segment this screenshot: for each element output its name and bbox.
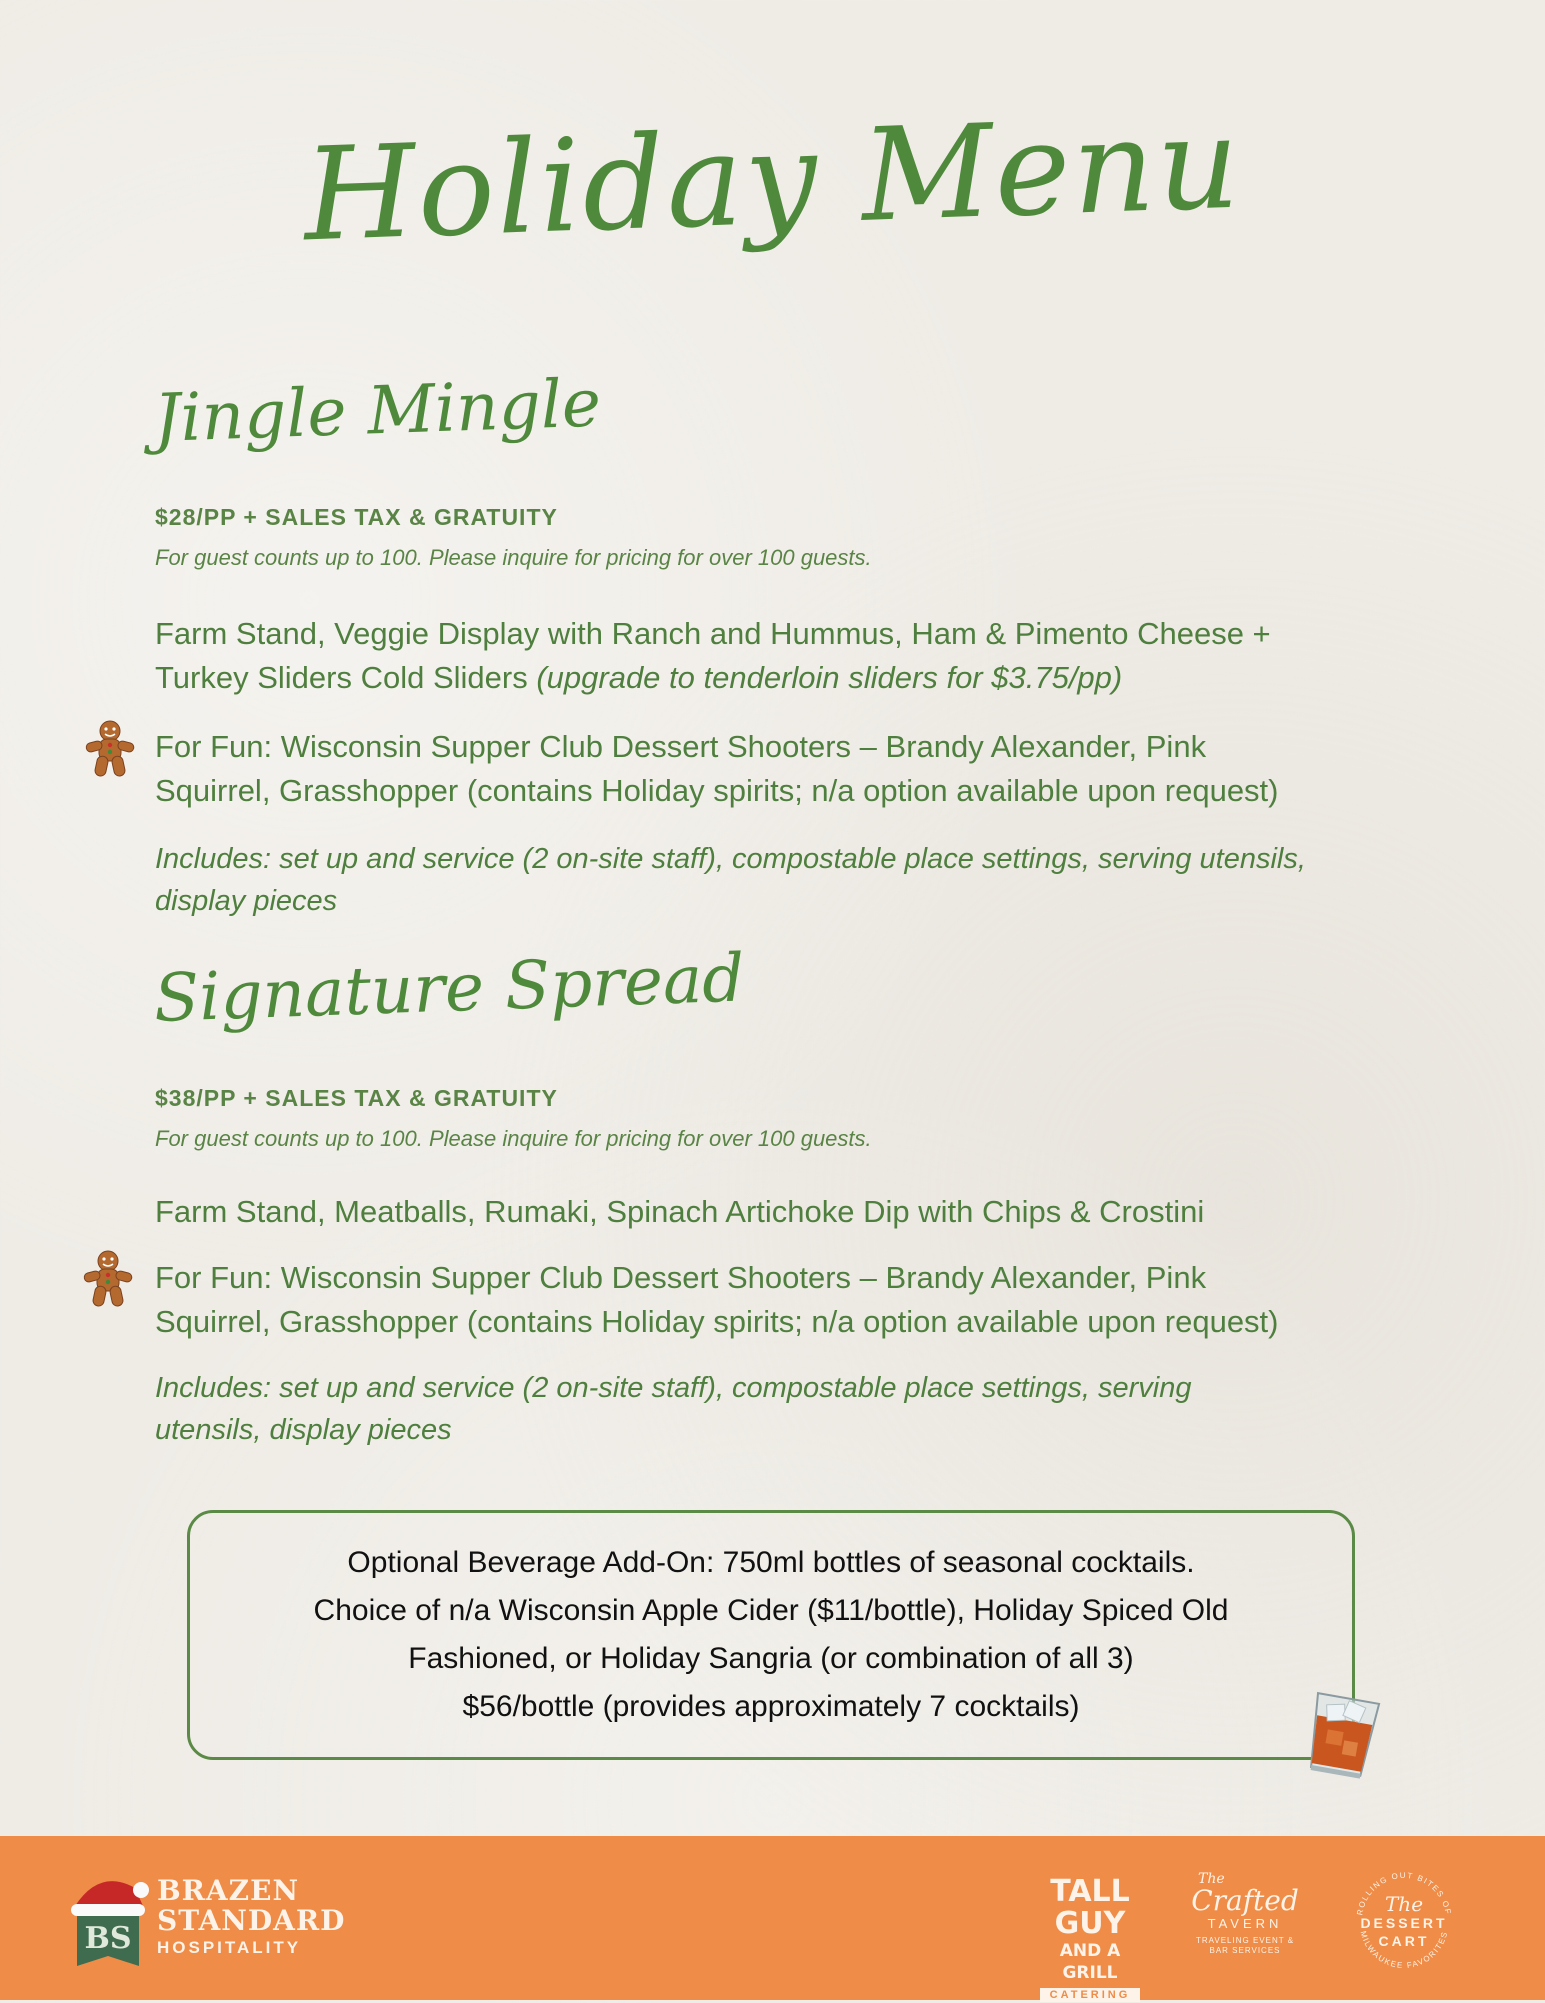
price-jingle-mingle: $28/PP + SALES TAX & GRATUITY xyxy=(155,504,558,530)
section-title-jingle-mingle: Jingle Mingle xyxy=(152,364,603,457)
svg-text:BS: BS xyxy=(84,1921,132,1956)
section-title-signature-spread: Signature Spread xyxy=(152,939,746,1037)
items-line2: Turkey Sliders Cold Sliders xyxy=(155,660,528,695)
dessert-arc-bottom: MILWAUKEE FAVORITES xyxy=(1358,1929,1450,1971)
includes-signature-spread xyxy=(155,1367,1455,1451)
items-jingle-mingle xyxy=(155,612,1455,700)
dessert-line1: DESSERT xyxy=(1360,1915,1448,1931)
beverage-line3: Fashioned, or Holiday Sangria (or combination of all 3) xyxy=(408,1642,1134,1675)
tall-guy-logo xyxy=(1030,1876,1150,2003)
crafted-tavern: TAVERN xyxy=(1207,1916,1283,1931)
note-jingle-mingle: For guest counts up to 100. Please inquire for pricing for over 100 guests. xyxy=(155,545,872,570)
crafted-sub: TRAVELING EVENT & BAR SERVICES xyxy=(1195,1936,1295,1955)
crafted-the: The xyxy=(1198,1871,1225,1887)
includes-jingle-mingle xyxy=(155,838,1455,922)
items-line1: Farm Stand, Veggie Display with Ranch and Hummus, Ham & Pimento Cheese + xyxy=(155,616,1271,651)
dessert-line2: CART xyxy=(1378,1933,1430,1949)
fun-line2: Squirrel, Grasshopper (contains Holiday spirits; n/a option available upon request) xyxy=(155,773,1279,808)
brazen-standard-wordmark xyxy=(157,1876,345,1958)
dessert-cart-logo xyxy=(1348,1864,1460,1976)
fun-line2: Squirrel, Grasshopper (contains Holiday spirits; n/a option available upon request) xyxy=(155,1304,1279,1339)
fun-line1: For Fun: Wisconsin Supper Club Dessert Shooters – Brandy Alexander, Pink xyxy=(155,1260,1207,1295)
fun-jingle-mingle xyxy=(155,725,1455,813)
dessert-arc-top: ROLLING OUT BITES OF xyxy=(1355,1870,1453,1916)
cocktail-icon xyxy=(1298,1680,1388,1780)
tallguy-line3: CATERING xyxy=(1040,1988,1141,2002)
includes-line1: Includes: set up and service (2 on-site staff), compostable place settings, serving utensils, xyxy=(155,843,1306,875)
dessert-the: The xyxy=(1384,1892,1424,1916)
dessert-wordmark xyxy=(1348,1894,1460,1950)
crafted-name: Crafted xyxy=(1191,1884,1299,1917)
gingerbread-icon xyxy=(80,1248,136,1310)
beverage-line4: $56/bottle (provides approximately 7 cocktails) xyxy=(462,1690,1080,1723)
beverage-add-on-box xyxy=(187,1510,1355,1760)
brand-line2: STANDARD xyxy=(157,1904,346,1937)
brand-line3: HOSPITALITY xyxy=(157,1938,302,1957)
brazen-standard-logo-icon xyxy=(55,1866,155,1976)
includes-line1: Includes: set up and service (2 on-site staff), compostable place settings, serving xyxy=(155,1372,1192,1404)
includes-line2: display pieces xyxy=(155,885,338,917)
includes-line2: utensils, display pieces xyxy=(155,1414,452,1446)
footer-bar xyxy=(0,1836,1545,2000)
tallguy-line2: AND A GRILL xyxy=(1059,1941,1121,1983)
crafted-tavern-logo xyxy=(1190,1872,1300,1956)
brand-line1: BRAZEN xyxy=(157,1874,300,1907)
items-line1: Farm Stand, Meatballs, Rumaki, Spinach Artichoke Dip with Chips & Crostini xyxy=(155,1194,1205,1229)
tallguy-line1: TALL GUY xyxy=(1050,1874,1130,1941)
items-signature-spread xyxy=(155,1190,1455,1234)
note-signature-spread: For guest counts up to 100. Please inquire for pricing for over 100 guests. xyxy=(155,1126,872,1151)
page-title: Holiday Menu xyxy=(301,88,1244,271)
upgrade-note: (upgrade to tenderloin sliders for $3.75/pp) xyxy=(536,660,1123,695)
beverage-line2: Choice of n/a Wisconsin Apple Cider ($11/bottle), Holiday Spiced Old xyxy=(313,1594,1229,1627)
fun-line1: For Fun: Wisconsin Supper Club Dessert Shooters – Brandy Alexander, Pink xyxy=(155,729,1207,764)
gingerbread-icon xyxy=(82,718,138,780)
fun-signature-spread xyxy=(155,1256,1455,1344)
beverage-line1: Optional Beverage Add-On: 750ml bottles of seasonal cocktails. xyxy=(347,1546,1195,1579)
price-signature-spread: $38/PP + SALES TAX & GRATUITY xyxy=(155,1085,558,1111)
